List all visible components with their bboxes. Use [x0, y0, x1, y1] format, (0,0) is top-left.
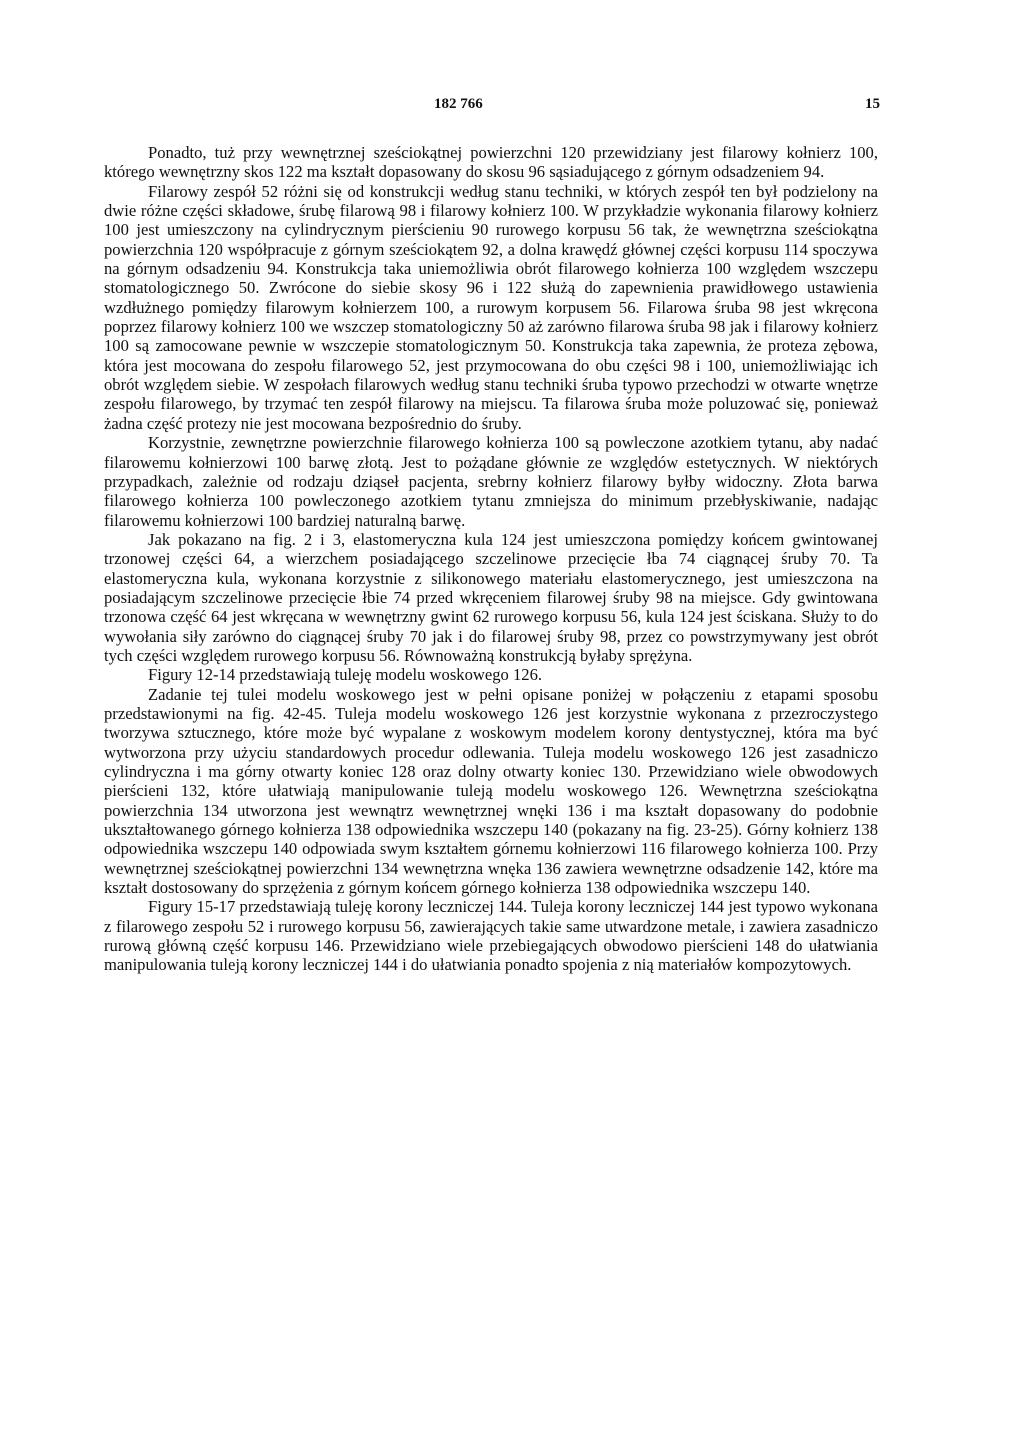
patent-number: 182 766 [434, 96, 483, 112]
paragraph: Jak pokazano na fig. 2 i 3, elastomeryczna kula 124 jest umieszczona pomiędzy końcem gwintowanej trzonowej części 64, a wierzchem posiadającego szczelinowe przecięcie łba 74 ciągnącej śruby 70. Ta elastomeryczna kula, wykonana korzystnie z silikonowego materiału elastomerycznego, jest umieszczona na posiadającym szczelinowe przecięcie łbie 74 przed wkręceniem filarowej śruby 98 na miejsce. Gdy gwintowana trzonowa część 64 jest wkręcana w wewnętrzny gwint 62 rurowego korpusu 56, kula 124 jest ściskana. Służy to do wywołania siły zarówno do ciągnącej śruby 70 jak i do filarowej śruby 98, przez co powstrzymywany jest obrót tych części względem rurowego korpusu 56. Równoważną konstrukcją byłaby sprężyna. [104, 529, 878, 665]
paragraph: Figury 12-14 przedstawiają tuleję modelu woskowego 126. [148, 665, 543, 685]
paragraph: Figury 15-17 przedstawiają tuleję korony leczniczej 144. Tuleja korony leczniczej 144 jest typowo wykonana z filarowego zespołu 52 i rurowego korpusu 56, zawierających takie same utwardzone metale, i zawiera zasadniczo rurową główną część korpusu 146. Przewidziano wiele przebiegających obwodowo pierścieni 148 do ułatwiania manipulowania tuleją korony leczniczej 144 i do ułatwiania ponadto spojenia z nią materiałów kompozytowych. [104, 897, 878, 975]
paragraph: Ponadto, tuż przy wewnętrznej sześciokątnej powierzchni 120 przewidziany jest filarowy kołnierz 100, którego wewnętrzny skos 122 ma kształt dopasowany do skosu 96 sąsiadującego z górnym odsadzeniem 94. [104, 143, 878, 182]
document-body [104, 143, 878, 975]
paragraph: Korzystnie, zewnętrzne powierzchnie filarowego kołnierza 100 są powleczone azotkiem tytanu, aby nadać filarowemu kołnierzowi 100 barwę złotą. Jest to pożądane głównie ze względów estetycznych. W niektórych przypadkach, zależnie od rodzaju dziąseł pacjenta, srebrny kołnierz filarowy byłby widoczny. Złota barwa filarowego kołnierza 100 powleczonego azotkiem tytanu zmniejsza do minimum przebłyskiwanie, nadając filarowemu kołnierzowi 100 bardziej naturalną barwę. [104, 433, 878, 530]
page-number: 15 [865, 96, 880, 112]
paragraph: Zadanie tej tulei modelu woskowego jest w pełni opisane poniżej w połączeniu z etapami sposobu przedstawionymi na fig. 42-45. Tuleja modelu woskowego 126 jest korzystnie wykonana z przezroczystego tworzywa sztucznego, które może być wypalane z woskowym modelem korony dentystycznej, która ma być wytworzona przy użyciu standardowych procedur odlewania. Tuleja modelu woskowego 126 jest zasadniczo cylindryczna i ma górny otwarty koniec 128 oraz dolny otwarty koniec 130. Przewidziano wiele obwodowych pierścieni 132, które ułatwiają manipulowanie tuleją modelu woskowego 126. Wewnętrzna sześciokątna powierzchnia 134 utworzona jest wewnątrz wewnętrznej wnęki 136 i ma kształt dopasowany do podobnie ukształtowanego górnego kołnierza 138 odpowiednika wszczepu 140 (pokazany na fig. 23-25). Górny kołnierz 138 odpowiednika wszczepu 140 odpowiada swym kształtem górnemu kołnierzowi 116 filarowego kołnierza 100. Przy wewnętrznej sześciokątnej powierzchni 134 wewnętrzna wnęka 136 zawiera wewnętrzne odsadzenie 142, które ma kształt dostosowany do sprzężenia z górnym końcem górnego kołnierza 138 odpowiednika wszczepu 140. [104, 684, 878, 898]
paragraph: Filarowy zespół 52 różni się od konstrukcji według stanu techniki, w których zespół ten był podzielony na dwie różne części składowe, śrubę filarową 98 i filarowy kołnierz 100. W przykładzie wykonania filarowy kołnierz 100 jest umieszczony na cylindrycznym pierścieniu 90 rurowego korpusu 56 tak, że wewnętrzna sześciokątna powierzchnia 120 współpracuje z górnym sześciokątem 92, a dolna krawędź głównej części korpusu 114 spoczywa na górnym odsadzeniu 94. Konstrukcja taka uniemożliwia obrót filarowego kołnierza 100 względem wszczepu stomatologicznego 50. Zwrócone do siebie skosy 96 i 122 służą do zapewnienia prawidłowego ustawienia wzdłużnego pomiędzy filarowym kołnierzem 100, a rurowym korpusem 56. Filarowa śruba 98 jest wkręcona poprzez filarowy kołnierz 100 we wszczep stomatologiczny 50 aż zarówno filarowa śruba 98 jak i filarowy kołnierz 100 są zamocowane pewnie w wszczepie stomatologicznym 50. Konstrukcja taka zapewnia, że proteza zębowa, która jest mocowana do zespołu filarowego 52, jest przymocowana do obu części 98 i 100, uniemożliwiając ich obrót względem siebie. W zespołach filarowych według stanu techniki śruba typowo przechodzi w otwarte wnętrze zespołu filarowego, by trzymać ten zespół filarowy na miejscu. Ta filarowa śruba może poluzować się, ponieważ żadna część protezy nie jest mocowana bezpośrednio do śruby. [104, 181, 878, 433]
page-header [104, 96, 880, 118]
